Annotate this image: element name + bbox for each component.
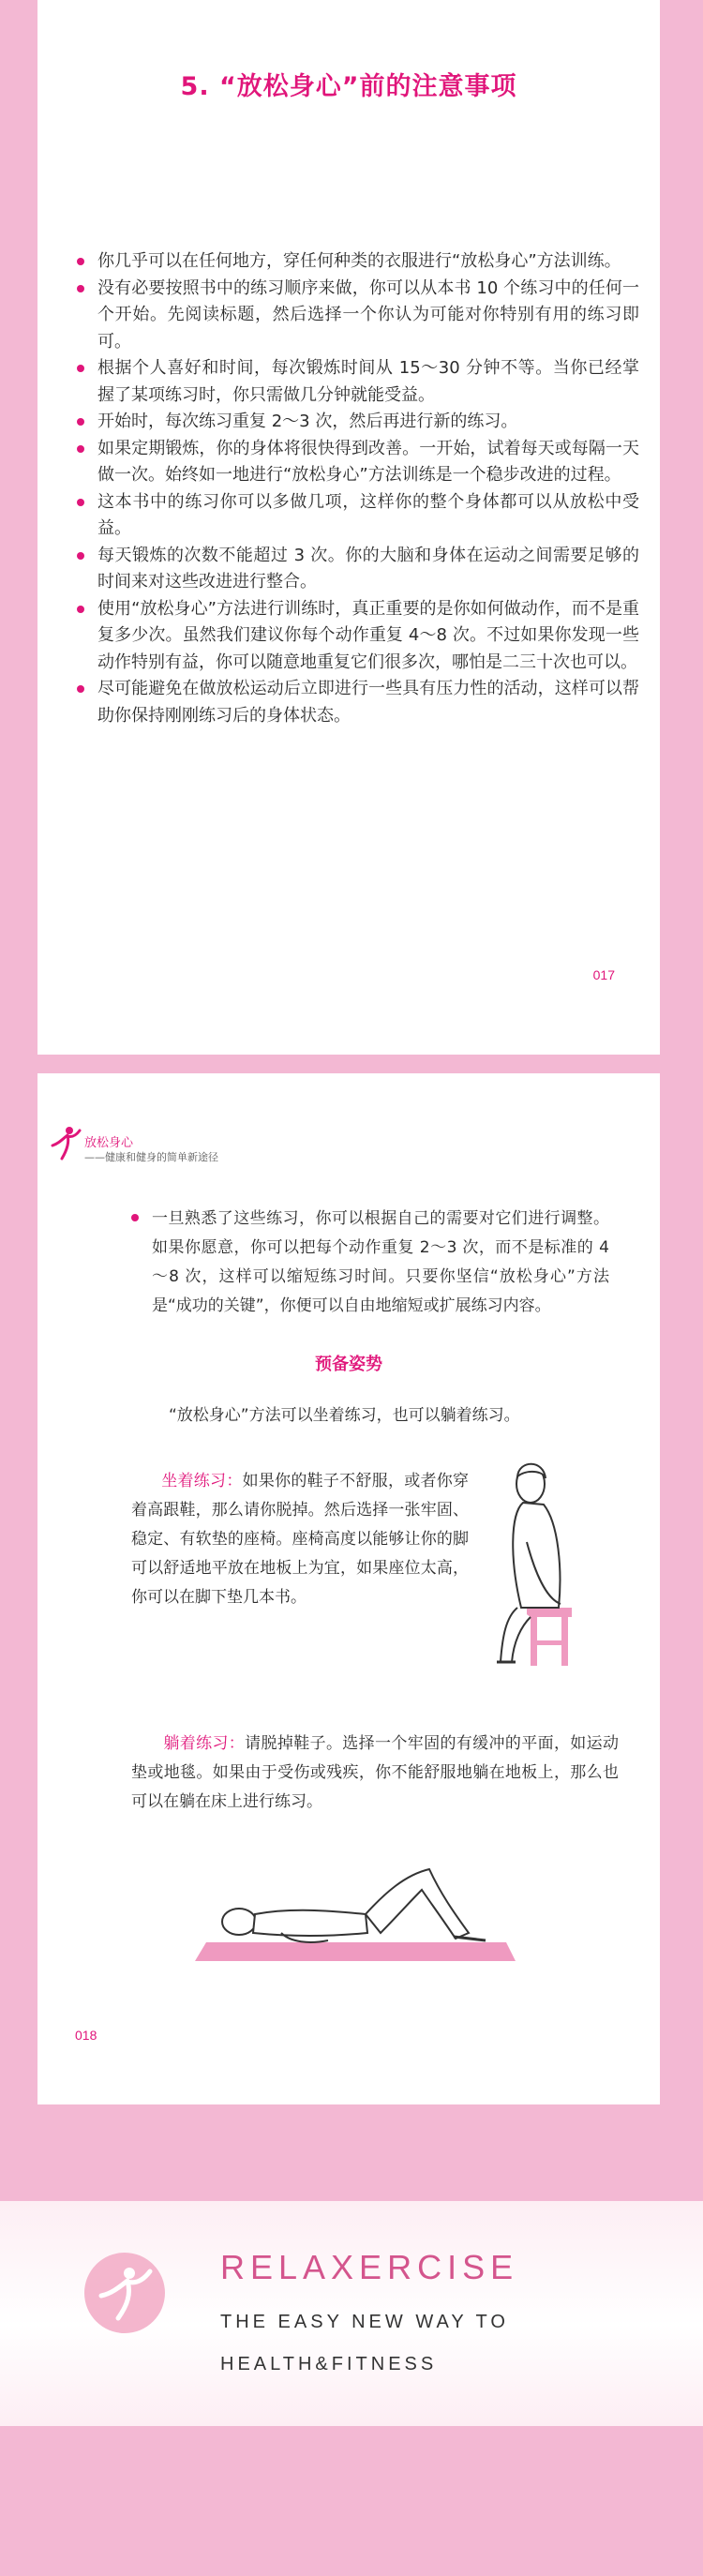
lying-paragraph	[131, 1730, 619, 1817]
lying-text: 请脱掉鞋子。选择一个牢固的有缓冲的平面，如运动垫或地毯。如果由于受伤或残疾，你不能舒服地躺在地板上，那么也可以在躺在床上进行练习。	[131, 1734, 620, 1811]
list-item	[77, 489, 639, 543]
list-item-text: 一旦熟悉了这些练习，你可以根据自己的需要对它们进行调整。如果你愿意，你可以把每个动作重复 2～3 次，而不是标准的 4～8 次，这样可以缩短练习时间。只要你坚信“放松身心”方法是“成功的关键”，你便可以自由地缩短或扩展练习内容。	[152, 1209, 609, 1315]
brand-subtitle: ——健康和健身的简单新途径	[84, 1151, 218, 1163]
list-item	[77, 543, 639, 596]
bullet-icon	[77, 418, 84, 426]
list-item	[131, 1205, 609, 1321]
lying-label: 躺着练习：	[163, 1734, 246, 1753]
bullet-icon	[77, 499, 84, 506]
page-number: 017	[592, 967, 615, 982]
list-item	[77, 676, 639, 729]
page-number: 018	[75, 2028, 97, 2043]
tips-list	[77, 248, 639, 729]
list-item	[77, 409, 639, 436]
dancer-logo-icon	[84, 2253, 165, 2333]
banner-line-2: THE EASY NEW WAY TO	[220, 2312, 509, 2332]
list-item	[77, 355, 639, 409]
lying-figure-illustration	[187, 1856, 534, 1978]
bullet-icon	[77, 258, 84, 265]
dancer-logo-icon	[49, 1125, 82, 1162]
bullet-icon	[131, 1214, 139, 1221]
bullet-icon	[77, 685, 84, 693]
bullet-icon	[77, 552, 84, 560]
list-item	[77, 596, 639, 677]
list-item	[77, 436, 639, 489]
list-item-text: 使用“放松身心”方法进行训练时，真正重要的是你如何做动作，而不是重复多少次。虽然我们建议你每个动作重复 4～8 次。不过如果你发现一些动作特别有益，你可以随意地重复它们很多次，哪怕是二三十次也可以。	[97, 598, 639, 672]
sitting-text: 如果你的鞋子不舒服，或者你穿着高跟鞋，那么请你脱掉。然后选择一张牢固、稳定、有软垫的座椅。座椅高度以能够让你的脚可以舒适地平放在地板上为宜，如果座位太高，你可以在脚下垫几本书。	[131, 1472, 470, 1607]
brand-banner	[0, 2201, 703, 2426]
list-item-text: 尽可能避免在做放松运动后立即进行一些具有压力性的活动，这样可以帮助你保持刚刚练习后的身体状态。	[97, 679, 639, 726]
sitting-paragraph	[131, 1467, 469, 1612]
list-item	[77, 276, 639, 356]
page-018	[37, 1073, 660, 2104]
sitting-label: 坐着练习：	[161, 1472, 243, 1490]
bullet-icon	[77, 445, 84, 453]
bullet-icon	[77, 365, 84, 372]
subheading: 预备姿势	[315, 1355, 382, 1374]
list-item-text: 每天锻炼的次数不能超过 3 次。你的大脑和身体在运动之间需要足够的时间来对这些改进进行整合。	[97, 545, 639, 592]
list-item-text: 没有必要按照书中的练习顺序来做，你可以从本书 10 个练习中的任何一个开始。先阅读标题，然后选择一个你认为可能对你特别有用的练习即可。	[97, 277, 639, 352]
list-item-text: 开始时，每次练习重复 2～3 次，然后再进行新的练习。	[97, 412, 518, 431]
section-title: 5. “放松身心”前的注意事项	[180, 72, 517, 101]
brand-title: 放松身心	[84, 1136, 134, 1150]
list-item-text: 如果定期锻炼，你的身体将很快得到改善。一开始，试着每天或每隔一天做一次。始终如一地进行“放松身心”方法训练是一个稳步改进的过程。	[97, 438, 639, 485]
bullet-icon	[77, 285, 84, 292]
adjust-list	[131, 1205, 609, 1321]
banner-title: RELAXERCISE	[220, 2248, 519, 2286]
list-item-text: 你几乎可以在任何地方，穿任何种类的衣服进行“放松身心”方法训练。	[97, 251, 621, 271]
banner-line-3: HEALTH&FITNESS	[220, 2354, 438, 2374]
bullet-icon	[77, 606, 84, 613]
list-item-text: 根据个人喜好和时间，每次锻炼时间从 15～30 分钟不等。当你已经掌握了某项练习时，你只需做几分钟就能受益。	[97, 358, 639, 405]
list-item-text: 这本书中的练习你可以多做几项，这样你的整个身体都可以从放松中受益。	[97, 491, 639, 538]
intro-text: “放松身心”方法可以坐着练习，也可以躺着练习。	[169, 1406, 520, 1425]
seated-figure-illustration	[469, 1448, 600, 1669]
list-item	[77, 248, 639, 276]
page-017	[37, 0, 660, 1055]
brand-header	[49, 1125, 218, 1166]
